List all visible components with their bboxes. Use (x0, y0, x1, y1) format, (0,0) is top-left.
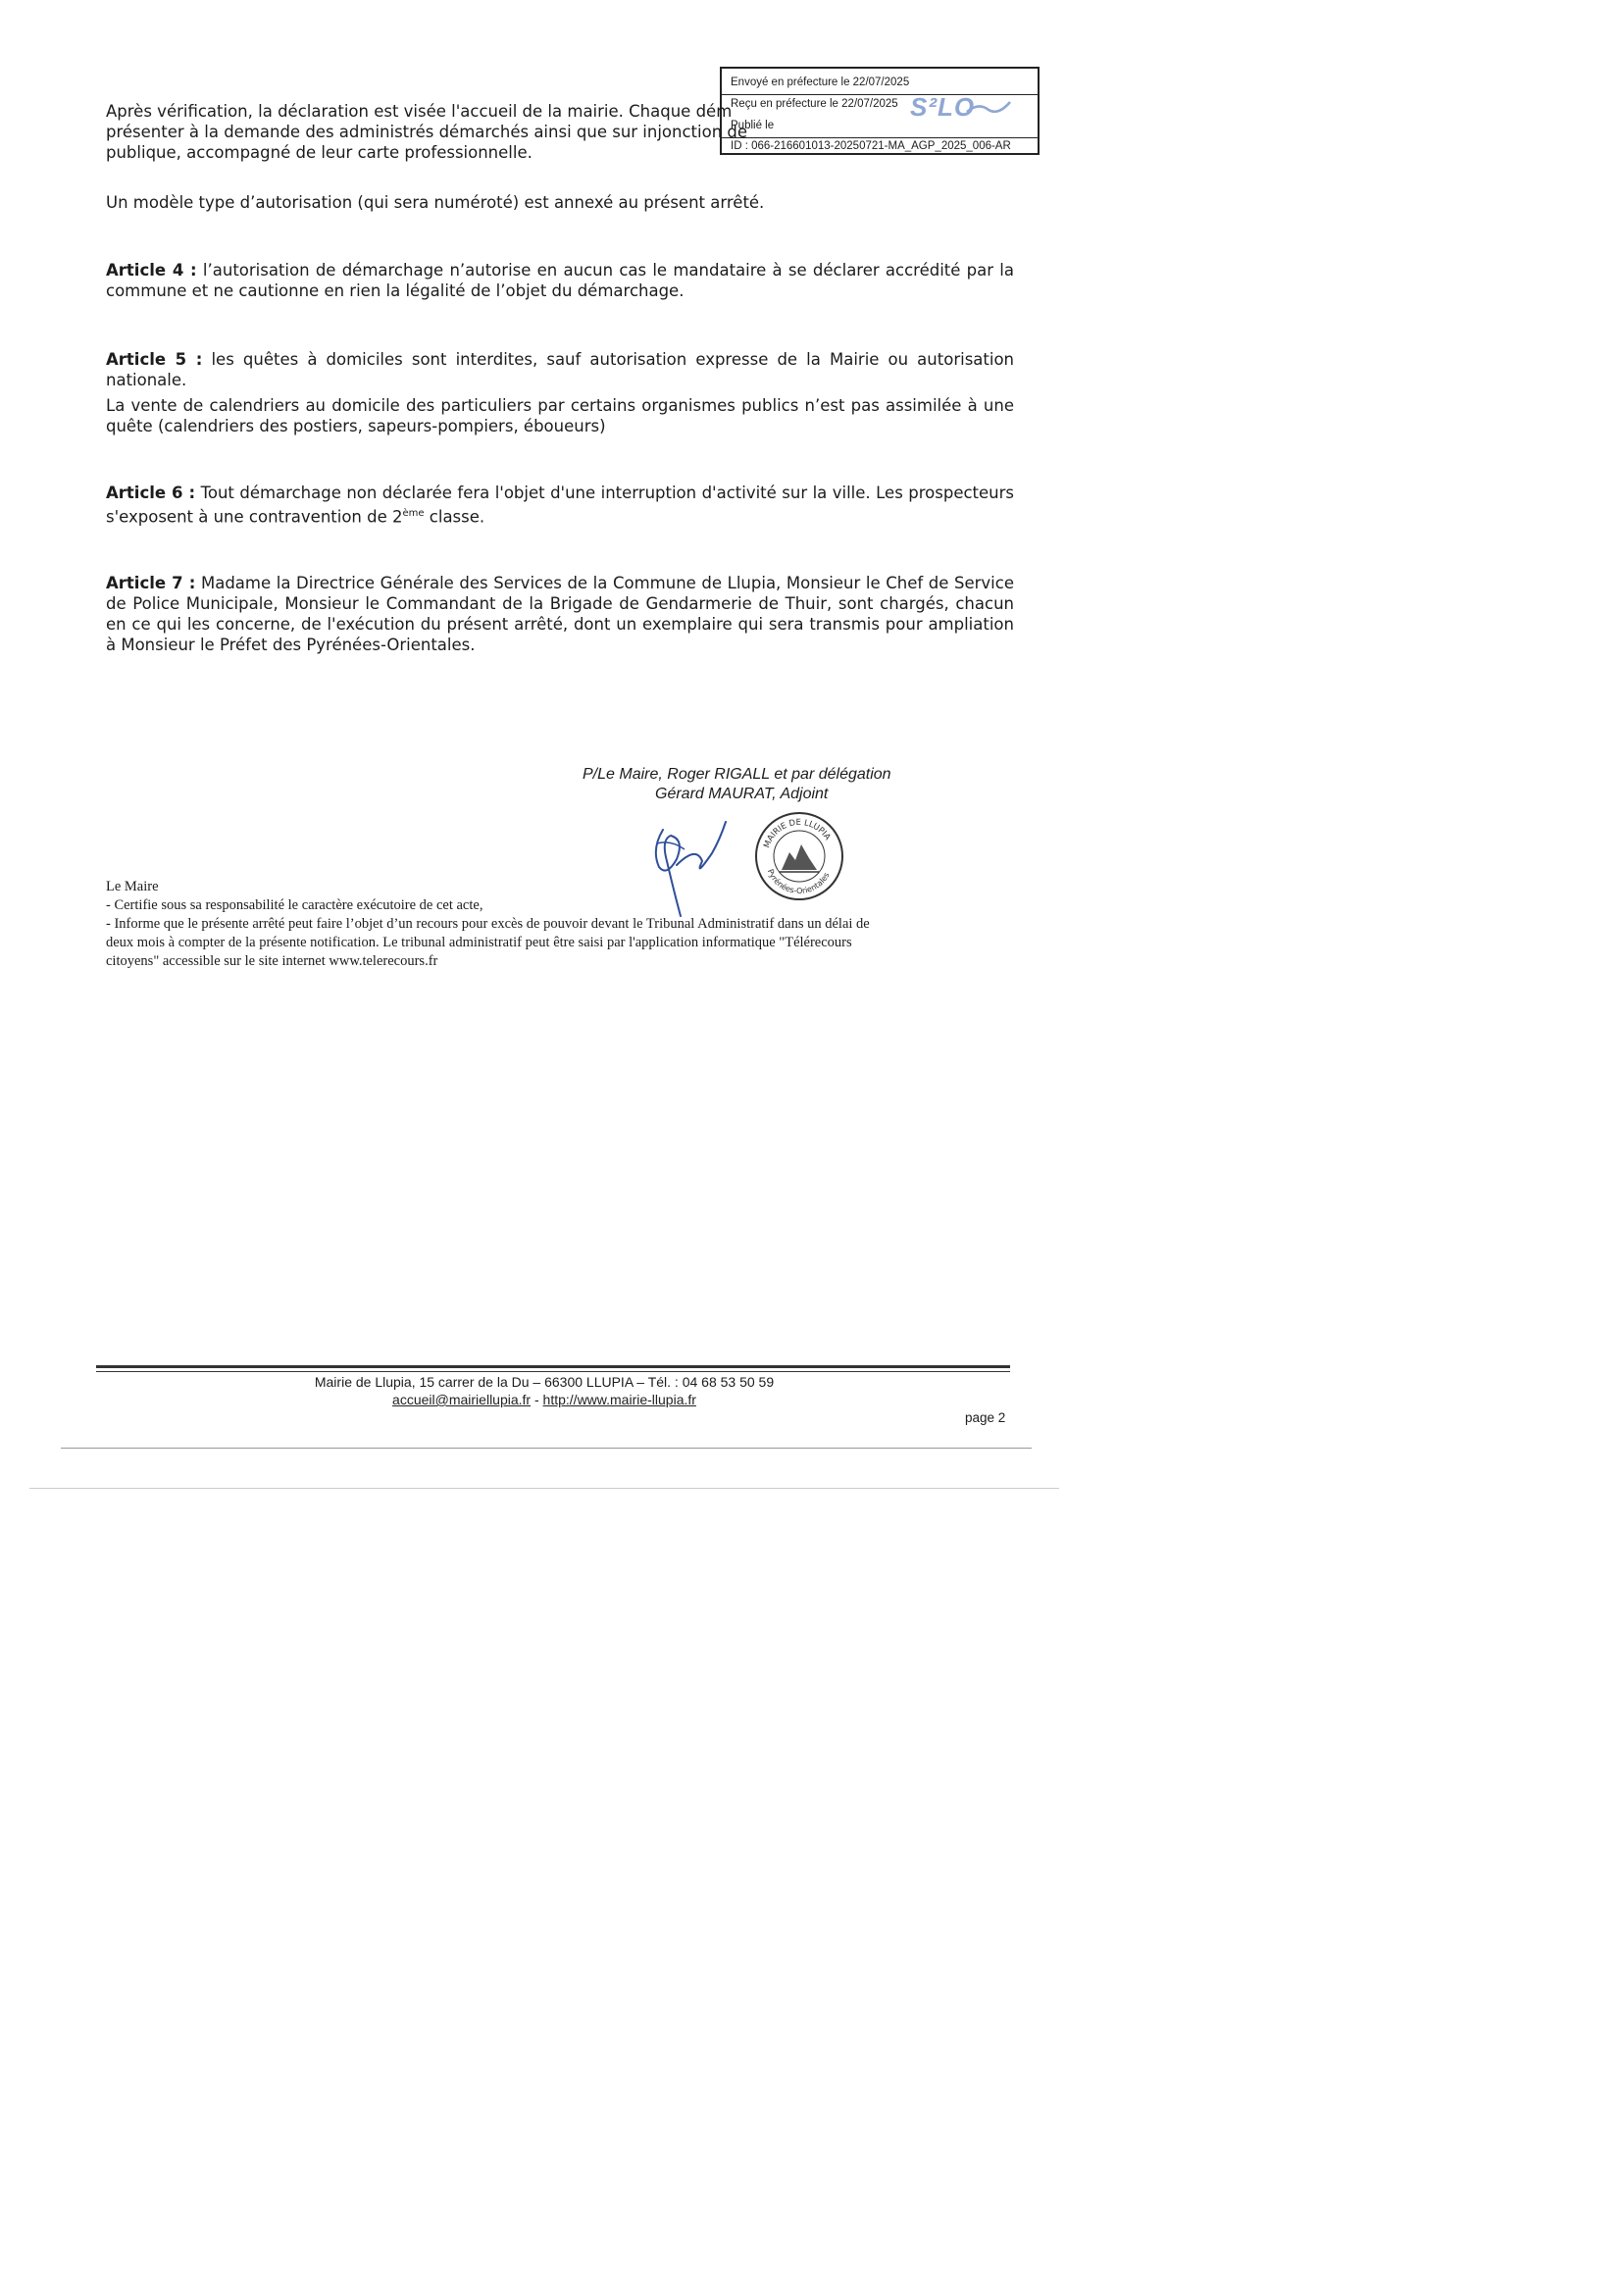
paragraph-line: publique, accompagné de leur carte professionnelle. (106, 143, 533, 162)
maire-line: - Certifie sous sa responsabilité le caractère exécutoire de cet acte, (106, 897, 483, 913)
article-label: Article 6 : (106, 484, 196, 502)
paragraph-modele: Un modèle type d’autorisation (qui sera numéroté) est annexé au présent arrêté. (106, 193, 765, 212)
signature-line-1: P/Le Maire, Roger RIGALL et par délégation (583, 766, 891, 783)
paragraph-line: Après vérification, la déclaration est visée l'accueil de la mairie. Chaque dém (106, 102, 733, 121)
footer-separator: - (531, 1392, 543, 1407)
maire-line: - Informe que le présente arrêté peut faire l’objet d’un recours pour excès de pouvoir devant le Tribunal Administratif dans un délai de (106, 916, 870, 932)
article-label: Article 7 : (106, 574, 196, 592)
prefecture-stamp (720, 67, 1040, 155)
stamp-divider (722, 94, 1038, 95)
footer-rule-thin (96, 1371, 1010, 1372)
maire-block (106, 878, 870, 971)
article-6 (106, 483, 1014, 528)
article-text: les quêtes à domiciles sont interdites, sauf autorisation expresse de la Mairie ou autorisation nationale. (106, 350, 1015, 389)
footer-website-link[interactable]: http://www.mairie-llupia.fr (542, 1392, 696, 1407)
stamp-publie: Publié le (731, 120, 775, 131)
page-number: page 2 (965, 1410, 1006, 1425)
article-label: Article 4 : (106, 261, 197, 280)
maire-line: deux mois à compter de la présente notification. Le tribunal administratif peut être saisi par l'application informatique "Télérecours (106, 935, 852, 950)
article-text: Tout démarchage non déclarée fera l'objet d'une interruption d'activité sur la ville. Les prospecteurs s'exposent à une contravention de 2 (106, 484, 1014, 527)
maire-title: Le Maire (106, 879, 159, 894)
article-4 (106, 260, 1014, 301)
superscript: ème (402, 508, 425, 519)
paragraph-verification (106, 101, 747, 163)
stamp-envoye: Envoyé en préfecture le 22/07/2025 (731, 76, 910, 88)
signature-line-2: Gérard MAURAT, Adjoint (655, 786, 829, 802)
article-text: Madame la Directrice Générale des Services de la Commune de Llupia, Monsieur le Chef de Service de Police Municipale, Monsieur le Commandant de la Brigade de Gendarmerie de Thuir, sont chargés, chacun en ce qui les concerne, de l'exécution du présent arrêté, dont un exemplaire qui sera transmis pour ampliation à Monsieur le Préfet des Pyrénées-Orientales. (106, 574, 1014, 654)
footer-rule-thick (96, 1365, 1010, 1368)
footer-email-link[interactable]: accueil@mairiellupia.fr (392, 1392, 532, 1407)
seal-top-text: MAIRIE DE LLUPIA (762, 817, 833, 850)
scan-edge-line (29, 1488, 1059, 1489)
article-5-paragraph-2: La vente de calendriers au domicile des particuliers par certains organismes publics n’est pas assimilée à une quête (calendriers des postiers, sapeurs-pompiers, éboueurs) (106, 396, 1014, 435)
footer-contact (0, 1392, 1089, 1407)
slo-swoosh-icon (965, 98, 1012, 118)
article-text-end: classe. (424, 507, 485, 527)
seal-bottom-text: Pyrénées-Orientales (765, 867, 832, 896)
maire-line: citoyens" accessible sur le site internet www.telerecours.fr (106, 953, 438, 969)
scan-edge-line (61, 1448, 1032, 1449)
stamp-recu: Reçu en préfecture le 22/07/2025 (731, 98, 898, 110)
article-7 (106, 573, 1014, 655)
article-text: l’autorisation de démarchage n’autorise en aucun cas le mandataire à se déclarer accrédité par la commune et ne cautionne en rien la légalité de l’objet du démarchage. (106, 261, 1014, 300)
article-label: Article 5 : (106, 350, 203, 369)
article-5 (106, 349, 1014, 390)
stamp-divider (722, 137, 1038, 138)
footer-address: Mairie de Llupia, 15 carrer de la Du – 66300 LLUPIA – Tél. : 04 68 53 50 59 (314, 1374, 775, 1390)
slo-logo: S²LO (910, 92, 976, 122)
paragraph-line: présenter à la demande des administrés démarchés ainsi que sur injonction de (106, 123, 748, 141)
stamp-id: ID : 066-216601013-20250721-MA_AGP_2025_006-AR (731, 140, 1011, 152)
